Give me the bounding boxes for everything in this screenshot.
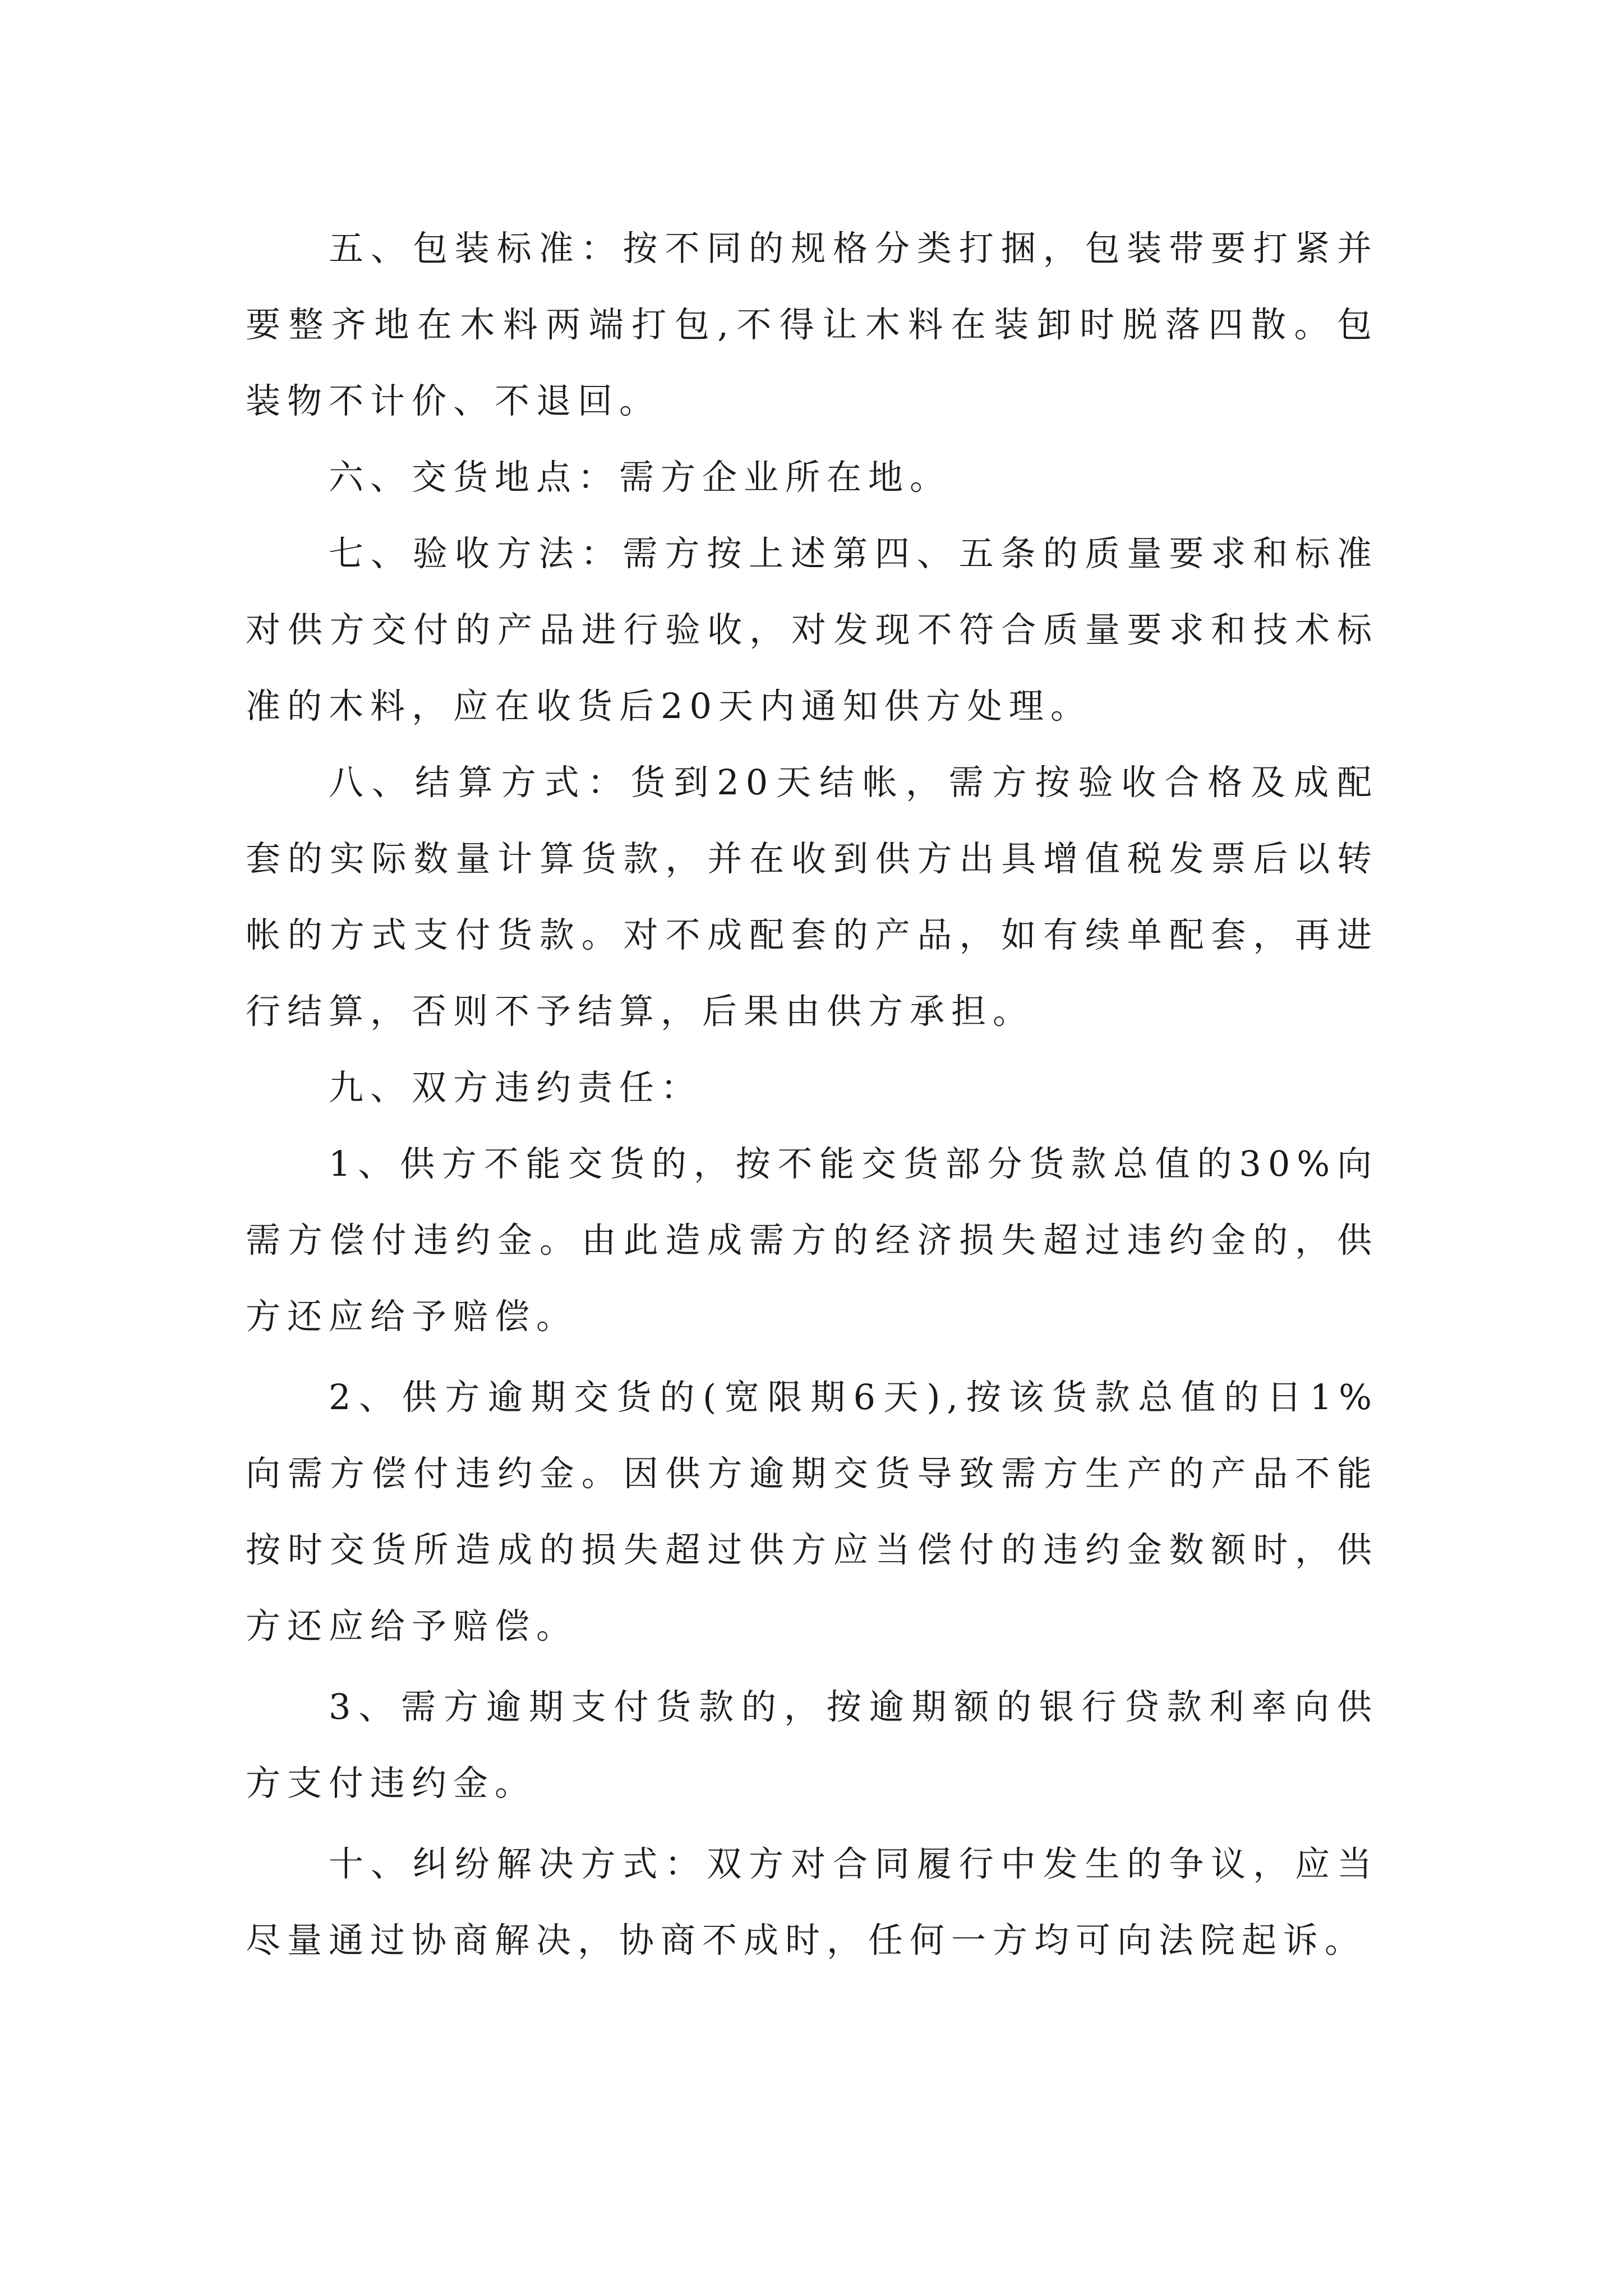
clause-settlement: 八、结算方式：货到20天结帐，需方按验收合格及成配套的实际数量计算货款，并在收到供方出具增值税发票后以转帐的方式支付货款。对不成配套的产品，如有续单配套，再进行结算，否则不予结算，后果由供方承担。 bbox=[246, 762, 1378, 1032]
liability-item-1: 1、供方不能交货的，按不能交货部分货款总值的30%向需方偿付违约金。由此造成需方的经济损失超过违约金的，供方还应给予赔偿。 bbox=[246, 1143, 1378, 1337]
liability-item-2: 2、供方逾期交货的(宽限期6天),按该货款总值的日1%向需方偿付违约金。因供方逾期交货导致需方生产的产品不能按时交货所造成的损失超过供方应当偿付的违约金数额时，供方还应给予赔偿。 bbox=[246, 1377, 1378, 1646]
clause-liability-heading: 九、双方违约责任： bbox=[329, 1067, 703, 1108]
clause-packaging: 五、包装标准：按不同的规格分类打捆，包装带要打紧并要整齐地在木料两端打包,不得让木料在装卸时脱落四散。包装物不计价、不退回。 bbox=[246, 228, 1378, 421]
liability-item-3: 3、需方逾期支付货款的，按逾期额的银行贷款利率向供方支付违约金。 bbox=[246, 1686, 1378, 1803]
clause-dispute-resolution: 十、纠纷解决方式：双方对合同履行中发生的争议，应当尽量通过协商解决，协商不成时，任何一方均可向法院起诉。 bbox=[246, 1843, 1378, 1961]
clause-delivery-place: 六、交货地点：需方企业所在地。 bbox=[329, 457, 952, 498]
clause-acceptance: 七、验收方法：需方按上述第四、五条的质量要求和标准对供方交付的产品进行验收，对发现不符合质量要求和技术标准的木料，应在收货后20天内通知供方处理。 bbox=[246, 533, 1378, 726]
document-body bbox=[246, 210, 1378, 1978]
